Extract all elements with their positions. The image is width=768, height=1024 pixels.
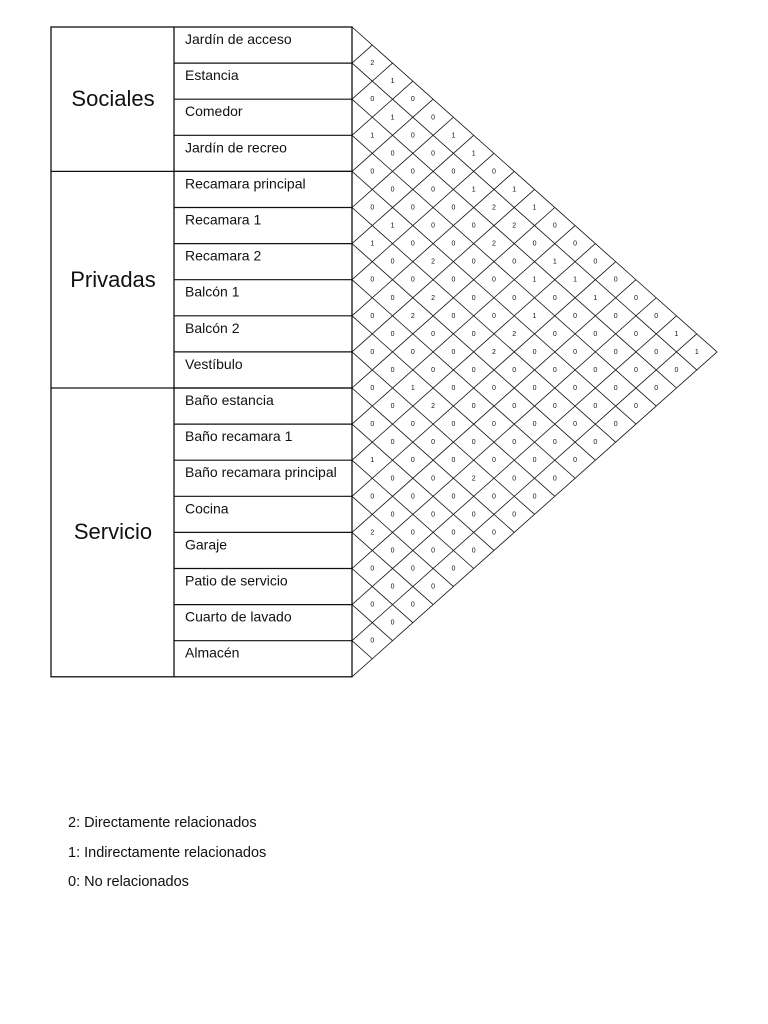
relation-value: 0: [390, 330, 395, 338]
grid-line: [352, 81, 413, 135]
relation-value: 0: [654, 312, 659, 320]
space-label: Comedor: [185, 103, 243, 120]
relation-value: 0: [390, 366, 395, 374]
grid-line: [352, 496, 456, 586]
relation-value: 0: [451, 204, 456, 212]
relation-value: 1: [390, 78, 395, 86]
grid-line: [352, 280, 578, 479]
relation-value: 0: [512, 366, 517, 374]
space-label: Baño recamara principal: [185, 464, 337, 481]
relation-value: 0: [552, 439, 557, 447]
relation-value: 1: [471, 150, 476, 158]
space-label: Almacén: [185, 644, 240, 661]
relation-value: 1: [674, 330, 679, 338]
relation-value: 0: [410, 529, 415, 537]
relation-value: 0: [512, 403, 517, 411]
relation-value: 0: [492, 529, 496, 537]
relation-value: 1: [471, 186, 476, 194]
relation-value: 0: [370, 601, 375, 609]
space-label: Vestíbulo: [185, 355, 243, 372]
relation-value: 0: [633, 366, 638, 374]
relation-value: 0: [512, 294, 517, 302]
relation-value: 0: [552, 222, 557, 230]
relation-value: 0: [471, 330, 476, 338]
relation-value: 0: [613, 276, 618, 284]
grid-line: [352, 352, 535, 514]
relation-value: 0: [471, 222, 476, 230]
relation-value: 0: [471, 511, 476, 519]
grid-line: [352, 117, 456, 207]
relation-value: 1: [532, 204, 537, 212]
relation-value: 0: [674, 366, 679, 374]
relation-value: 0: [410, 348, 415, 356]
relation-value: 0: [532, 348, 537, 356]
relation-value: 0: [370, 421, 375, 429]
relation-value: 0: [431, 366, 436, 374]
relation-value: 0: [410, 601, 415, 609]
relation-value: 0: [593, 403, 598, 411]
relation-value: 0: [410, 493, 415, 501]
space-label: Recamara 2: [185, 247, 262, 264]
relation-value: 0: [451, 421, 456, 429]
relation-value: 0: [370, 385, 375, 392]
relation-value: 0: [390, 150, 395, 158]
relation-value: 0: [390, 403, 395, 411]
relation-value: 2: [431, 294, 436, 302]
group-label: Privadas: [70, 266, 156, 292]
relation-value: 0: [390, 511, 395, 519]
relation-value: 0: [370, 168, 375, 176]
relation-value: 0: [370, 565, 375, 573]
group-label: Sociales: [71, 86, 155, 112]
space-label: Recamara 1: [185, 211, 262, 228]
space-label: Estancia: [185, 67, 239, 84]
relation-value: 1: [694, 348, 699, 356]
space-label: Balcón 2: [185, 319, 240, 336]
group-label: Servicio: [73, 519, 153, 545]
relation-value: 1: [390, 222, 395, 230]
relation-value: 0: [471, 294, 476, 302]
relation-value: 0: [593, 439, 598, 447]
relation-value: 0: [471, 547, 476, 555]
relation-value: 0: [410, 457, 415, 465]
grid-line: [352, 226, 578, 425]
relation-value: 0: [410, 96, 415, 104]
grid-line: [352, 45, 372, 63]
relation-value: 2: [492, 348, 496, 356]
relation-value: 0: [431, 547, 436, 555]
relation-value: 0: [431, 439, 436, 447]
space-label: Balcón 1: [185, 283, 240, 300]
relation-value: 0: [451, 565, 456, 573]
relation-value: 0: [431, 186, 436, 194]
relation-value: 0: [451, 240, 456, 248]
relation-value: 0: [613, 348, 618, 356]
relation-value: 1: [370, 457, 375, 465]
relation-value: 0: [471, 366, 476, 374]
relation-value: 0: [390, 294, 395, 302]
relation-value: 0: [410, 421, 415, 429]
space-label: Garaje: [185, 536, 228, 553]
relation-value: 0: [390, 475, 395, 483]
grid-line: [352, 569, 413, 623]
relation-value: 0: [492, 168, 496, 176]
relation-value: 0: [370, 96, 375, 104]
relation-value: 0: [573, 421, 578, 429]
grid-line: [352, 298, 659, 569]
relation-value: 2: [370, 60, 375, 68]
relation-value: 0: [390, 186, 395, 194]
relation-value: 0: [573, 312, 578, 320]
relation-value: 0: [410, 276, 415, 284]
relation-value: 0: [492, 276, 496, 284]
space-label: Jardín de recreo: [185, 139, 287, 156]
relation-value: 0: [512, 258, 517, 266]
relation-value: 0: [370, 204, 375, 212]
relation-value: 0: [431, 150, 436, 158]
grid-line: [352, 63, 697, 370]
space-label: Cuarto de lavado: [185, 608, 292, 625]
space-label: Baño recamara 1: [185, 428, 293, 445]
relation-value: 1: [532, 276, 537, 284]
relation-value: 1: [593, 294, 598, 302]
relation-value: 0: [552, 403, 557, 411]
relation-value: 0: [451, 457, 456, 465]
relation-value: 0: [492, 385, 496, 392]
relation-value: 0: [370, 276, 375, 284]
relation-value: 0: [613, 385, 618, 392]
relation-value: 0: [431, 222, 436, 230]
relation-value: 0: [593, 330, 598, 338]
relation-value: 1: [532, 312, 537, 320]
relation-value: 0: [532, 493, 537, 501]
relation-value: 1: [552, 258, 557, 266]
relation-value: 2: [512, 330, 517, 338]
relation-value: 0: [552, 366, 557, 374]
relation-value: 0: [451, 385, 456, 392]
relation-value: 0: [431, 330, 436, 338]
relation-value: 0: [370, 348, 375, 356]
grid-line: [352, 189, 535, 351]
space-label: Baño estancia: [185, 392, 274, 408]
relation-value: 0: [370, 312, 375, 320]
relation-value: 0: [532, 385, 537, 392]
grid-line: [352, 334, 697, 641]
relation-value: 0: [532, 457, 537, 465]
relation-value: 0: [451, 493, 456, 501]
relation-value: 1: [410, 385, 415, 392]
relation-value: 1: [451, 132, 456, 140]
relation-value: 0: [613, 312, 618, 320]
relation-value: 2: [471, 475, 476, 483]
relation-value: 0: [431, 511, 436, 519]
relation-value: 0: [573, 348, 578, 356]
relation-value: 0: [654, 348, 659, 356]
relation-value: 2: [431, 258, 436, 266]
relation-value: 1: [512, 186, 517, 194]
relation-value: 1: [370, 240, 375, 248]
relation-value: 0: [410, 168, 415, 176]
relation-value: 0: [370, 493, 375, 501]
relation-value: 0: [532, 421, 537, 429]
relation-value: 0: [633, 403, 638, 411]
relation-value: 0: [451, 529, 456, 537]
relation-value: 0: [431, 583, 436, 591]
relation-value: 0: [471, 258, 476, 266]
legend-item-unrelated: 0: No relacionados: [68, 874, 189, 890]
relation-value: 0: [573, 240, 578, 248]
relation-value: 0: [431, 114, 436, 122]
relation-value: 0: [654, 385, 659, 392]
grid-line: [352, 641, 372, 659]
relation-value: 0: [552, 330, 557, 338]
relation-value: 0: [492, 421, 496, 429]
space-label: Patio de servicio: [185, 572, 288, 589]
relation-value: 0: [593, 366, 598, 374]
relation-value: 1: [390, 114, 395, 122]
relation-value: 0: [451, 168, 456, 176]
relation-value: 0: [471, 439, 476, 447]
relation-value: 2: [370, 529, 375, 537]
relation-value: 0: [390, 547, 395, 555]
relation-value: 0: [492, 457, 496, 465]
relation-value: 0: [633, 330, 638, 338]
relation-value: 0: [370, 637, 375, 645]
relation-value: 0: [552, 294, 557, 302]
relation-value: 0: [512, 439, 517, 447]
relation-value: 0: [471, 403, 476, 411]
relation-value: 0: [451, 312, 456, 320]
relation-value: 1: [573, 276, 578, 284]
relation-value: 0: [410, 565, 415, 573]
relation-value: 0: [532, 240, 537, 248]
relation-value: 0: [410, 132, 415, 140]
relation-value: 0: [492, 493, 496, 501]
relation-value: 2: [431, 403, 436, 411]
relation-value: 0: [451, 348, 456, 356]
relation-value: 0: [431, 475, 436, 483]
legend-item-directly: 2: Directamente relacionados: [68, 815, 257, 831]
legend-item-indirectly: 1: Indirectamente relacionados: [68, 845, 267, 861]
relation-value: 0: [492, 312, 496, 320]
relation-value: 0: [573, 385, 578, 392]
relation-value: 0: [390, 619, 395, 627]
relation-value: 2: [410, 312, 415, 320]
relation-value: 0: [633, 294, 638, 302]
relation-value: 0: [410, 240, 415, 248]
space-label: Jardín de acceso: [185, 31, 292, 47]
relation-value: 0: [573, 457, 578, 465]
grid-line: [352, 135, 659, 406]
relation-value: 0: [390, 583, 395, 591]
space-label: Cocina: [185, 500, 229, 517]
relation-value: 0: [390, 258, 395, 266]
relation-value: 0: [512, 475, 517, 483]
relation-value: 0: [552, 475, 557, 483]
relation-value: 0: [512, 511, 517, 519]
relation-value: 2: [492, 240, 496, 248]
relation-value: 0: [613, 421, 618, 429]
relation-value: 2: [492, 204, 496, 212]
relation-value: 1: [370, 132, 375, 140]
space-label: Recamara principal: [185, 175, 306, 192]
relation-value: 0: [410, 204, 415, 212]
relation-value: 0: [451, 276, 456, 284]
relation-value: 2: [512, 222, 517, 230]
relation-value: 0: [593, 258, 598, 266]
relation-value: 0: [390, 439, 395, 447]
